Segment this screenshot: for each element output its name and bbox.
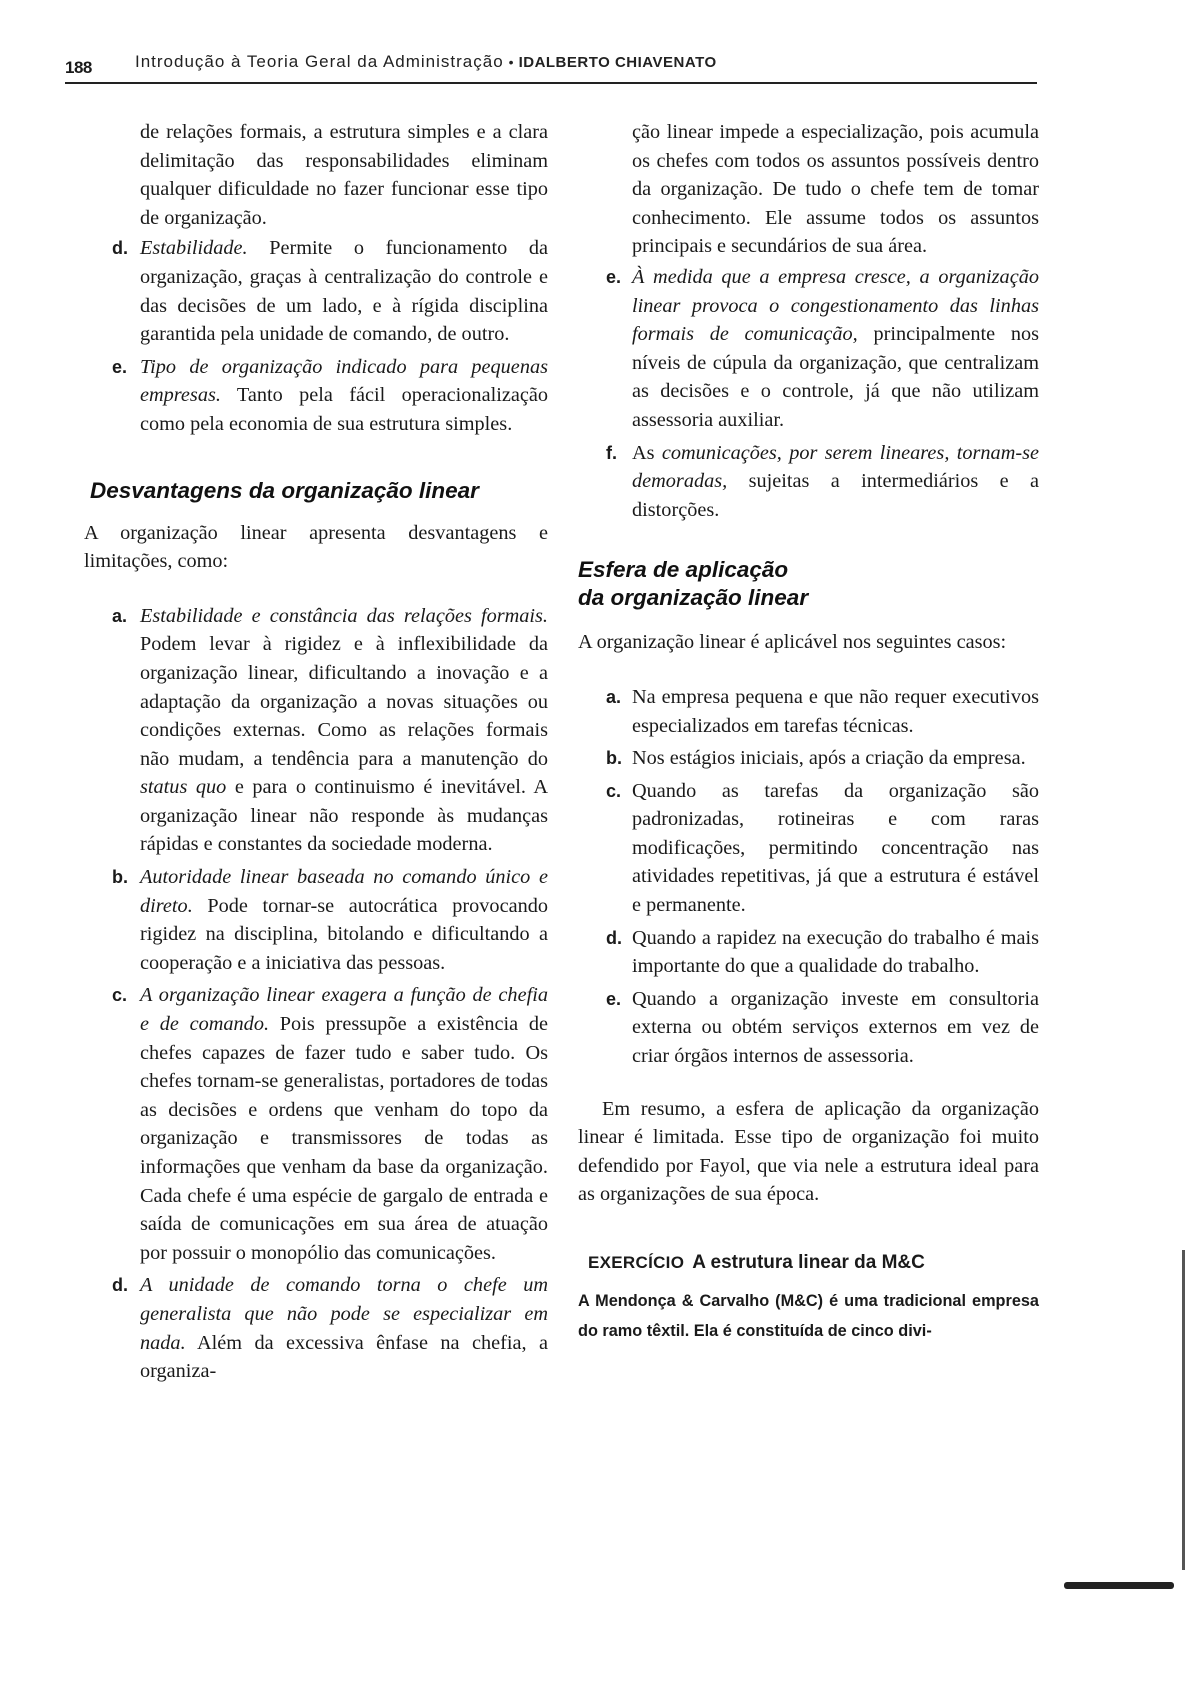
item-text: Permite o funcionamento da organização, graças à centralização do controle e das decisões de um lado, e à rígida disciplina garantida pela unidade de comando, de outro. bbox=[140, 237, 548, 346]
left-column bbox=[84, 118, 548, 1390]
item-text: e para o continuismo é inevitável. A organização linear não responde às mudanças rápidas e constantes da sociedade moderna. bbox=[140, 776, 548, 856]
heading-line: Esfera de aplicação bbox=[578, 557, 789, 583]
book-title: Introdução à Teoria Geral da Administração bbox=[135, 52, 504, 71]
list-item bbox=[578, 439, 1039, 525]
item-title: A unidade de comando torna o chefe um generalista que não pode se especializar em nada. bbox=[140, 1274, 548, 1354]
continuation-paragraph: de relações formais, a estrutura simples e a clara delimitação das responsabilidades eliminam qualquer dificuldade no fazer funcionar esse tipo de organização. bbox=[140, 121, 548, 229]
list-marker: e. bbox=[606, 266, 622, 287]
list-marker: b. bbox=[112, 867, 128, 888]
advantages-list-tail bbox=[90, 234, 548, 438]
page-number: 188 bbox=[65, 58, 92, 77]
exercise-title bbox=[578, 1249, 1039, 1278]
disadvantages-list-tail bbox=[578, 263, 1039, 524]
item-text: Na empresa pequena e que não requer executivos especializados em tarefas técnicas. bbox=[632, 685, 1039, 737]
item-text: Além da excessiva ênfase na chefia, a organiza- bbox=[140, 1331, 548, 1383]
section-intro: A organização linear apresenta desvantagens e limitações, como: bbox=[84, 521, 548, 573]
exercise-body: A Mendonça & Carvalho (M&C) é uma tradicional empresa do ramo têxtil. Ela é constituída de cinco divi- bbox=[578, 1291, 1039, 1340]
item-italic-phrase: status quo bbox=[140, 776, 227, 799]
header-separator: • bbox=[508, 54, 515, 70]
item-title: Estabilidade e constância das relações formais. bbox=[140, 604, 548, 627]
section-heading-disadvantages: Desvantagens da organização linear bbox=[90, 477, 479, 503]
book-title-line bbox=[135, 52, 717, 72]
running-header bbox=[65, 50, 1037, 84]
section-intro: A organização linear é aplicável nos seguintes casos: bbox=[578, 631, 1007, 654]
disadvantages-list bbox=[90, 602, 548, 1386]
list-marker: a. bbox=[606, 686, 622, 707]
list-item bbox=[90, 981, 548, 1267]
summary-paragraph: Em resumo, a esfera de aplicação da organização linear é limitada. Esse tipo de organização foi muito defendido por Fayol, que via nele a estrutura ideal para as organizações de sua época. bbox=[578, 1097, 1039, 1206]
exercise-title-text: A estrutura linear da M&C bbox=[692, 1252, 925, 1273]
item-text: sujeitas a intermediários e a distorções. bbox=[632, 470, 1039, 521]
list-item bbox=[578, 777, 1039, 920]
application-list bbox=[578, 683, 1039, 1071]
list-item bbox=[578, 985, 1039, 1071]
scan-edge-mark bbox=[1182, 1250, 1185, 1570]
list-marker: a. bbox=[112, 605, 128, 626]
item-title: À medida que a empresa cresce, a organização linear provoca o congestionamento das linhas formais de comunicação, bbox=[632, 265, 1039, 346]
item-text: Quando a rapidez na execução do trabalho é mais importante do que a qualidade do trabalho. bbox=[632, 926, 1039, 978]
heading-line: da organização linear bbox=[578, 585, 809, 611]
list-item bbox=[578, 263, 1039, 435]
list-item bbox=[578, 744, 1039, 773]
item-title: Tipo de organização indicado para pequenas empresas. bbox=[140, 355, 548, 407]
item-prefix: As bbox=[632, 441, 662, 464]
item-title: Estabilidade. bbox=[140, 237, 248, 260]
list-item bbox=[90, 602, 548, 859]
list-marker: e. bbox=[606, 988, 622, 1009]
list-item bbox=[90, 863, 548, 977]
list-marker: d. bbox=[606, 927, 622, 948]
list-marker: d. bbox=[112, 238, 128, 259]
continuation-paragraph: ção linear impede a especialização, pois acumula os chefes com todos os assuntos possíveis dentro da organização. De tudo o chefe tem de tomar conhecimento. Ele assume todos os assuntos principais e secundários de sua área. bbox=[632, 121, 1039, 258]
item-text: Nos estágios iniciais, após a criação da empresa. bbox=[632, 747, 1026, 770]
item-title: Autoridade linear baseada no comando único e direto. bbox=[140, 866, 548, 917]
right-column bbox=[578, 118, 1039, 1346]
exercise-tag: EXERCÍCIO bbox=[588, 1253, 685, 1272]
item-text: Podem levar à rigidez e à inflexibilidade da organização linear, dificultando a inovação e a adaptação da organização a novas situações ou condições externas. Como as relações formais não mudam, a tendência para a manutenção do bbox=[140, 633, 548, 770]
item-text: Quando as tarefas da organização são padronizadas, rotineiras e com raras modificações, permitindo concentração nas atividades repetitivas, já que a estrutura é estável e permanente. bbox=[632, 779, 1039, 917]
list-marker: e. bbox=[112, 356, 128, 377]
list-item bbox=[90, 1271, 548, 1385]
item-text: Pois pressupõe a existência de chefes capazes de fazer tudo e saber tudo. Os chefes tornam-se generalistas, portadores de todas as decisões e ordens que venham do topo da organização e transmissores de todas as informações que venham da base da organização. Cada chefe é uma espécie de gargalo de entrada e saída de comunicações em sua área de atuação por possuir o monopólio das comunicações. bbox=[140, 1013, 548, 1264]
item-text: Quando a organização investe em consultoria externa ou obtém serviços externos em vez de criar órgãos internos de assessoria. bbox=[632, 987, 1039, 1068]
item-text: Tanto pela fácil operacionalização como pela economia de sua estrutura simples. bbox=[140, 384, 548, 435]
item-title: A organização linear exagera a função de chefia e de comando. bbox=[140, 984, 548, 1036]
list-marker: d. bbox=[112, 1275, 128, 1296]
author-name: IDALBERTO CHIAVENATO bbox=[518, 54, 717, 71]
item-text: Pode tornar-se autocrática provocando rigidez na disciplina, bitolando e dificultando a cooperação e a iniciativa das pessoas. bbox=[140, 894, 548, 974]
list-marker: f. bbox=[606, 442, 617, 463]
item-text: principalmente nos níveis de cúpula da organização, que centralizam as decisões e o controle, já que não utilizam assessoria auxiliar. bbox=[632, 323, 1040, 431]
list-marker: c. bbox=[112, 985, 128, 1006]
list-item bbox=[578, 924, 1039, 981]
list-marker: c. bbox=[606, 780, 622, 801]
list-item bbox=[578, 683, 1039, 740]
section-heading-application bbox=[578, 556, 1039, 612]
list-item bbox=[90, 353, 548, 439]
list-marker: b. bbox=[606, 748, 622, 769]
scan-smudge-mark bbox=[1064, 1582, 1174, 1589]
list-item bbox=[90, 234, 548, 348]
item-title: comunicações, por serem lineares, tornam-se demoradas, bbox=[632, 441, 1039, 493]
